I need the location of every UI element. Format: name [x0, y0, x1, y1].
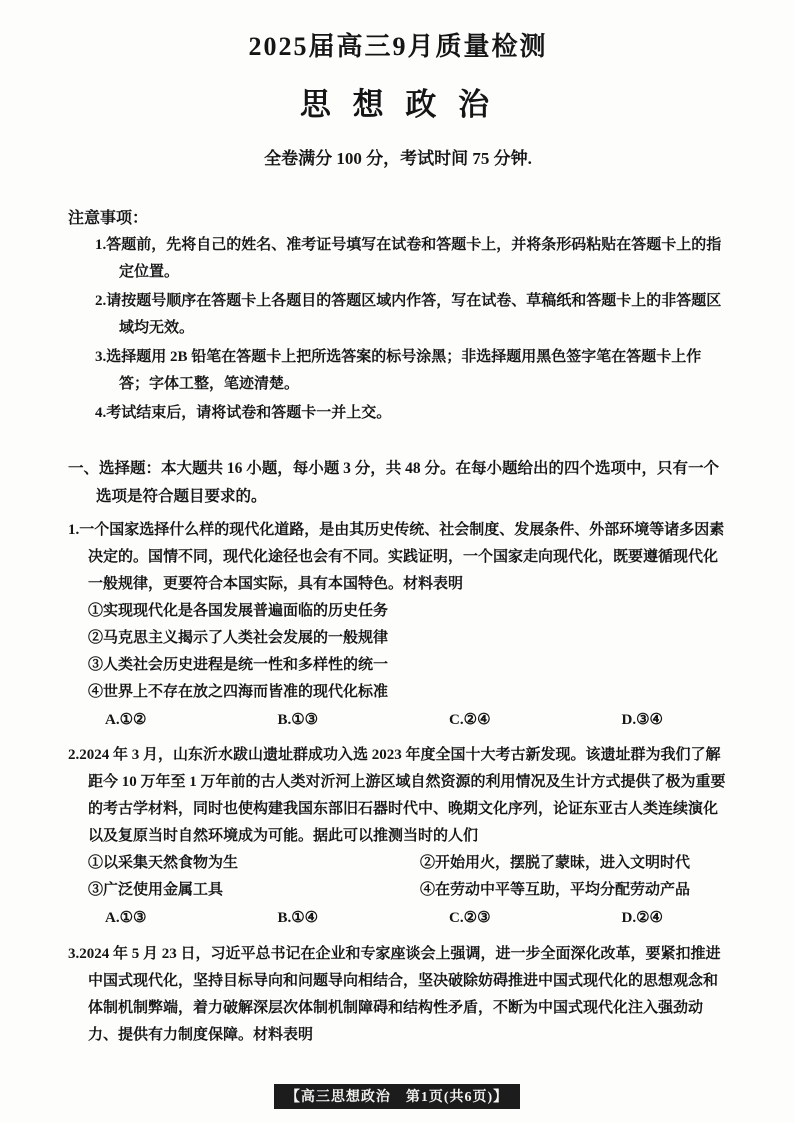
question-1-option-1: ①实现现代化是各国发展普遍面临的历史任务	[88, 602, 389, 619]
question-1	[68, 517, 728, 735]
page-footer-label: 【高三思想政治 第1页(共6页)】	[274, 1084, 520, 1109]
subject-title: 思 想 政 治	[299, 87, 497, 122]
question-2-choices	[105, 904, 663, 933]
question-1-choice-b: B.①③	[277, 711, 319, 728]
question-2-choice-d: D.②④	[621, 910, 663, 927]
question-3-stem: 3.2024 年 5 月 23 日，习近平总书记在企业和专家座谈会上强调，进一步全面深化改革，要紧扣推进中国式现代化，坚持目标导向和问题导向相结合，坚决破除妨碍推进中国式现代化的思想观念和体制机制弊端，着力破解深层次体制机制障碍和结构性矛盾，不断为中国式现代化注入强劲动力、提供有力制度保障。材料表明	[68, 945, 721, 1043]
exam-title: 2025届高三9月质量检测	[248, 32, 548, 61]
question-1-options	[88, 598, 728, 706]
question-2-option-1: ①以采集天然食物为生	[88, 855, 239, 872]
question-1-option-2: ②马克思主义揭示了人类社会发展的一般规律	[88, 629, 389, 646]
notice-section	[68, 205, 728, 427]
question-2-option-4: ④在劳动中平等互助，平均分配劳动产品	[420, 882, 691, 899]
notice-item-3: 3.选择题用 2B 铅笔在答题卡上把所选答案的标号涂黑；非选择题用黑色签字笔在答题卡上作答；字体工整，笔迹清楚。	[95, 349, 702, 392]
exam-info: 全卷满分 100 分，考试时间 75 分钟.	[264, 149, 532, 168]
question-3	[68, 941, 728, 1049]
question-2-choice-a: A.①③	[105, 910, 147, 927]
question-1-stem: 1.一个国家选择什么样的现代化道路，是由其历史传统、社会制度、发展条件、外部环境等诸多因素决定的。国情不同，现代化途径也会有不同。实践证明，一个国家走向现代化，既要遵循现代化一般规律，更要符合本国实际，具有本国特色。材料表明	[68, 521, 725, 592]
question-2-choice-b: B.①④	[277, 910, 319, 927]
question-2	[68, 742, 728, 933]
section-one-heading: 一、选择题：本大题共 16 小题，每小题 3 分，共 48 分。在每小题给出的四个选项中，只有一个选项是符合题目要求的。	[68, 460, 720, 505]
question-2-options	[88, 850, 728, 904]
question-2-stem: 2.2024 年 3 月，山东沂水跋山遗址群成功入选 2023 年度全国十大考古新发现。该遗址群为我们了解距今 10 万年至 1 万年前的古人类对沂河上游区域自然资源的利用情况及生计方式提供了极为重要的考古学材料，同时也使构建我国东部旧石器时代中、晚期文化序列，论证东亚古人类连续演化以及复原当时自然环境成为可能。据此可以推测当时的人们	[68, 747, 726, 845]
notice-heading: 注意事项：	[68, 210, 149, 227]
question-1-option-3: ③人类社会历史进程是统一性和多样性的统一	[88, 656, 389, 673]
question-1-choices	[105, 706, 663, 735]
page-footer	[0, 1084, 794, 1109]
question-2-option-2: ②开始用火，摆脱了蒙昧，进入文明时代	[420, 855, 691, 872]
question-1-option-4: ④世界上不存在放之四海而皆准的现代化标准	[88, 683, 389, 700]
notice-item-2: 2.请按题号顺序在答题卡上各题目的答题区域内作答，写在试卷、草稿纸和答题卡上的非答题区域均无效。	[95, 293, 722, 336]
question-1-choice-d: D.③④	[621, 711, 663, 728]
notice-item-4: 4.考试结束后，请将试卷和答题卡一并上交。	[95, 405, 392, 421]
question-2-choice-c: C.②③	[449, 910, 491, 927]
question-1-choice-c: C.②④	[449, 711, 491, 728]
question-2-option-3: ③广泛使用金属工具	[88, 882, 224, 899]
question-1-choice-a: A.①②	[105, 711, 147, 728]
notice-item-1: 1.答题前，先将自己的姓名、准考证号填写在试卷和答题卡上，并将条形码粘贴在答题卡上的指定位置。	[95, 237, 722, 280]
